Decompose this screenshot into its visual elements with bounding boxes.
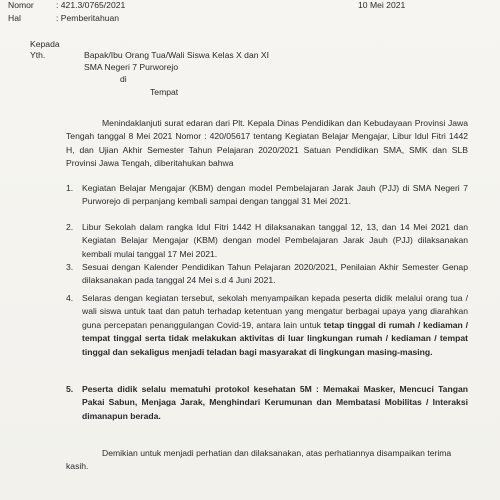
item-text: Libur Sekolah dalam rangka Idul Fitri 1442 H dilaksanakan tanggal 12, 13, dan 14 Mei 2021 dan Kegiatan Belajar Mengajar (KBM) dengan model Pembelajaran Jarak Jauh (PJJ) dilaksanakan kembali mulai tanggal 17 Mei 2021. <box>82 222 468 259</box>
list-item <box>66 261 468 288</box>
list-item <box>66 221 468 261</box>
intro-first: Menindaklanjuti surat edaran dari Plt. Kepala Dinas Pendidikan dan Kebudayaan Provinsi <box>102 118 446 128</box>
hal-value: : Pemberitahuan <box>56 13 120 23</box>
closing-paragraph <box>66 447 468 474</box>
hal-line <box>8 13 120 24</box>
intro-paragraph <box>66 117 468 171</box>
closing-first: Demikian untuk menjadi perhatian dan dilaksanakan, atas perhatiannya disampaikan terima <box>102 448 452 458</box>
nomor-value: : 421.3/0765/2021 <box>56 0 126 10</box>
item-number: 2. <box>66 222 74 232</box>
item-number: 4. <box>66 293 74 303</box>
hal-label: Hal <box>8 13 21 23</box>
item-text: Sesuai dengan Kalender Pendidikan Tahun Pelajaran 2020/2021, Penilaian Akhir Semester Genap dilaksanakan pada tanggal 24 Mei s.d 4 Juni 2021. <box>82 262 468 286</box>
item-number: 3. <box>66 262 74 272</box>
item-text-plain: Selaras dengan kegiatan tersebut, sekolah menyampaikan kepada peserta didik melalui orang tua / wali siswa untuk taat dan patuh terhadap ketentuan yang mengatur berbagai upaya yang diarahkan guna percepatan penanggulangan Covid-19, antara lain untuk <box>82 293 468 330</box>
recipient-line-1: Bapak/Ibu Orang Tua/Wali Siswa Kelas X dan XI <box>84 50 270 60</box>
nomor-line <box>8 0 126 11</box>
letter-date: 10 Mei 2021 <box>358 0 406 10</box>
intro-rest: Jawa Tengah tanggal 8 Mei 2021 Nomor : 420/05617 tentang Kegiatan Belajar Mengajar, Libur Idul Fitri 1442 H, dan Ujian Akhir Semester Tahun Pelajaran 2020/2021 Satuan Pendidikan SMA, SMK dan SLB Provinsi Jawa Tengah, diberitahukan bahwa <box>66 118 468 169</box>
list-item <box>66 383 468 423</box>
list-item <box>66 292 468 359</box>
item-number: 5. <box>66 384 74 394</box>
yth-label: Yth. <box>30 50 46 60</box>
item-text <box>82 292 468 359</box>
kepada-label: Kepada <box>30 39 60 49</box>
recipient-line-3: di <box>120 74 127 84</box>
item-text-bold: tetap tinggal di rumah / kediaman / tempat tinggal serta tidak melakukan aktivitas di luar lingkungan rumah / kediaman / tempat tinggal dan sekaligus menjadi teladan bagi masyarakat di lingkungan masing-masing. <box>82 319 468 357</box>
item-text: Peserta didik selalu mematuhi protokol kesehatan 5M : Memakai Masker, Mencuci Tangan Pakai Sabun, Menjaga Jarak, Menghindari Kerumunan dan Membatasi Mobilitas / Interaksi dimanapun berada. <box>82 384 468 421</box>
list-item <box>66 182 468 209</box>
item-number: 1. <box>66 183 74 193</box>
nomor-label: Nomor <box>8 0 34 10</box>
closing-rest: kasih. <box>66 461 89 472</box>
item-text: Kegiatan Belajar Mengajar (KBM) dengan model Pembelajaran Jarak Jauh (PJJ) di SMA Negeri 7 Purworejo di perpanjang kembali sampai dengan tanggal 31 Mei 2021. <box>82 183 468 207</box>
recipient-line-2: SMA Negeri 7 Purworejo <box>84 62 179 72</box>
recipient-line-4: Tempat <box>150 87 179 97</box>
